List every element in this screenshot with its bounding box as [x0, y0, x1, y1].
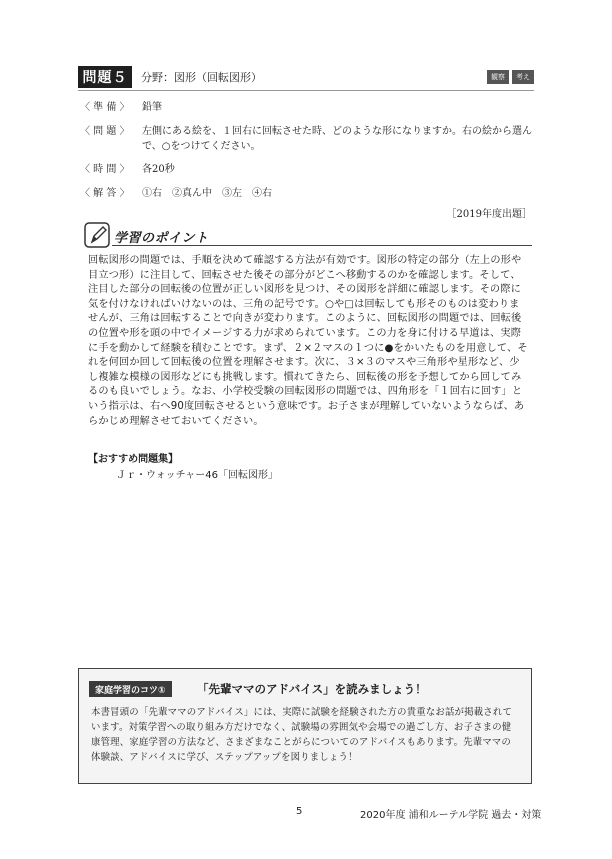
- year-note: ［2019年度出題］: [446, 209, 532, 220]
- info-label: 〈 時 間 〉: [80, 164, 130, 175]
- info-row-preparation: [80, 100, 540, 115]
- recommend-title: 【おすすめ問題集】: [88, 454, 179, 465]
- footer-title: 2020年度 浦和ルーテル学院 過去・対策: [360, 810, 542, 821]
- point-title: 学習のポイント: [114, 231, 209, 246]
- info-value: ①右 ②真ん中 ③左 ④右: [142, 188, 272, 199]
- info-value: 鉛筆: [142, 102, 162, 113]
- recommend-item: Ｊｒ・ウォッチャー46「回転図形」: [116, 470, 279, 481]
- page-number: 5: [296, 806, 303, 817]
- info-row-question: [80, 124, 540, 154]
- tag-observation: 観察: [487, 70, 509, 84]
- info-row-answer: [80, 186, 540, 201]
- question-field: 分野：図形（回転図形）: [141, 71, 262, 84]
- tip-title: 「先輩ママのアドバイス」を読みましょう！: [197, 682, 427, 696]
- pencil-icon: [84, 222, 112, 248]
- info-label: 〈 準 備 〉: [80, 102, 130, 113]
- skill-tags: [487, 70, 534, 84]
- question-badge: 問題５: [78, 66, 132, 88]
- info-label: 〈 解 答 〉: [80, 188, 130, 199]
- point-divider: [112, 245, 532, 246]
- info-label: 〈 問 題 〉: [80, 126, 130, 137]
- info-value: 各20秒: [142, 164, 175, 175]
- point-header: [84, 222, 532, 248]
- info-value: 左側にある絵を、１回右に回転させた時、どのような形になりますか。右の絵から選んで、○をつけてください。: [142, 126, 532, 152]
- header-divider: [78, 90, 534, 91]
- point-body: [88, 254, 528, 429]
- tip-body: 本書冒頭の「先輩ママのアドバイス」には、実際に試験を経験された方の貴重なお話が掲載されています。対策学習への取り組み方だけでなく、試験場の雰囲気や会場での過ごし方、お子さまの健康管理、家庭学習の方法など、さまざまなことがらについてのアドバイスもあります。先輩ママの体験談、アドバイスに学び、ステップアップを図りましょう！: [91, 707, 513, 763]
- home-study-tip-box: [78, 668, 532, 784]
- info-row-time: [80, 162, 540, 177]
- tip-label: 家庭学習のコツ①: [89, 681, 172, 697]
- point-paragraph: 回転図形の問題では、手順を決めて確認する方法が有効です。図形の特定の部分（左上の形や目立つ形）に注目して、回転させた後その部分がどこへ移動するのかを確認します。そして、注目した部分の回転後の位置が正しい図形を見つけ、その図形を詳細に確認します。その際に気を付けなければいけないのは、三角の記号です。○や□は回転しても形そのものは変わりませんが、三角は回転することで向きが変わります。このように、回転図形の問題では、回転後の位置や形を頭の中でイメージする力が求められています。この力を身に付ける早道は、実際に手を動かして経験を積むことです。まず、２×２マスの１つに●をかいたものを用意して、それを何回か回して回転後の位置を理解させます。次に、３×３のマスや三角形や星形など、少し複雑な模様の図形などにも挑戦します。慣れてきたら、回転後の形を予想してから回してみるのも良いでしょう。なお、小学校受験の回転図形の問題では、四角形を「１回右に回す」という指示は、右へ90度回転させるという意味です。お子さまが理解していないようならば、あらかじめ理解させておいてください。: [88, 255, 528, 427]
- tag-thinking: 考え: [512, 70, 534, 84]
